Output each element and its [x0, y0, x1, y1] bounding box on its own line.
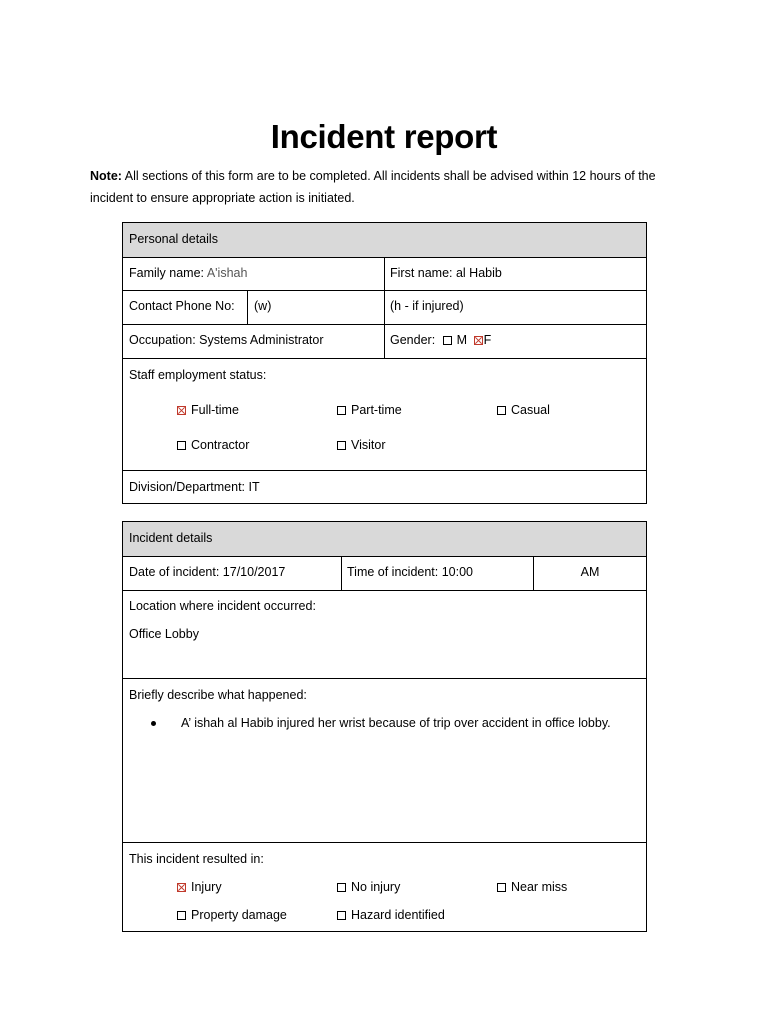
checked-box-icon: [474, 336, 483, 345]
incident-date-field[interactable]: Date of incident: 17/10/2017: [129, 565, 286, 579]
employment-option-visitor[interactable]: Visitor: [337, 438, 386, 452]
employment-status-label: Staff employment status:: [129, 368, 267, 382]
checkbox-icon: [337, 441, 346, 450]
gender-option-m[interactable]: M: [443, 333, 467, 347]
contact-phone-home[interactable]: (h - if injured): [390, 299, 464, 313]
incident-details-header: Incident details: [129, 531, 213, 545]
checked-box-icon: [177, 883, 186, 892]
result-option-injury[interactable]: Injury: [177, 880, 222, 894]
note-line1: All sections of this form are to be completed. All incidents shall be advised within 12 hours of the: [124, 169, 656, 183]
checkbox-icon: [177, 441, 186, 450]
occupation-field[interactable]: Occupation: Systems Administrator: [129, 333, 324, 347]
note-label: Note:: [90, 169, 122, 183]
gender-label: Gender:: [390, 333, 436, 347]
employment-option-casual[interactable]: Casual: [497, 403, 550, 417]
note-line2: incident to ensure appropriate action is initiated.: [90, 191, 355, 205]
result-option-property-damage[interactable]: Property damage: [177, 908, 287, 922]
checkbox-icon: [177, 911, 186, 920]
family-name-field[interactable]: [123, 266, 247, 280]
contact-phone-label: Contact Phone No:: [129, 299, 235, 313]
location-label: Location where incident occurred:: [129, 599, 316, 613]
checkbox-icon: [337, 911, 346, 920]
location-value[interactable]: Office Lobby: [129, 627, 199, 641]
contact-phone-work[interactable]: (w): [254, 299, 272, 313]
division-field[interactable]: Division/Department: IT: [129, 480, 260, 494]
checkbox-icon: [337, 883, 346, 892]
bullet-icon: [151, 721, 156, 726]
checkbox-icon: [337, 406, 346, 415]
checked-box-icon: [177, 406, 186, 415]
result-option-near-miss[interactable]: Near miss: [497, 880, 567, 894]
checkbox-icon: [443, 336, 452, 345]
personal-details-header: Personal details: [129, 232, 218, 246]
result-option-hazard-identified[interactable]: Hazard identified: [337, 908, 445, 922]
incident-details-table: [122, 521, 647, 932]
family-name-label: Family name:: [129, 266, 205, 280]
gender-field: [384, 333, 491, 347]
result-label: This incident resulted in:: [129, 852, 264, 866]
checkbox-icon: [497, 883, 506, 892]
describe-label: Briefly describe what happened:: [129, 688, 307, 702]
describe-text[interactable]: A’ ishah al Habib injured her wrist because of trip over accident in office lobby.: [181, 716, 611, 730]
employment-option-full-time[interactable]: Full-time: [177, 403, 239, 417]
note-text: [90, 165, 690, 209]
page-title: Incident report: [270, 118, 498, 155]
result-option-no-injury[interactable]: No injury: [337, 880, 400, 894]
first-name-field[interactable]: First name: al Habib: [390, 266, 502, 280]
personal-details-table: [122, 222, 647, 504]
employment-option-part-time[interactable]: Part-time: [337, 403, 402, 417]
family-name-value: A'ishah: [206, 266, 248, 280]
incident-ampm[interactable]: AM: [580, 565, 600, 579]
employment-option-contractor[interactable]: Contractor: [177, 438, 249, 452]
incident-time-field[interactable]: Time of incident: 10:00: [347, 565, 473, 579]
gender-option-f[interactable]: F: [474, 333, 492, 347]
checkbox-icon: [497, 406, 506, 415]
